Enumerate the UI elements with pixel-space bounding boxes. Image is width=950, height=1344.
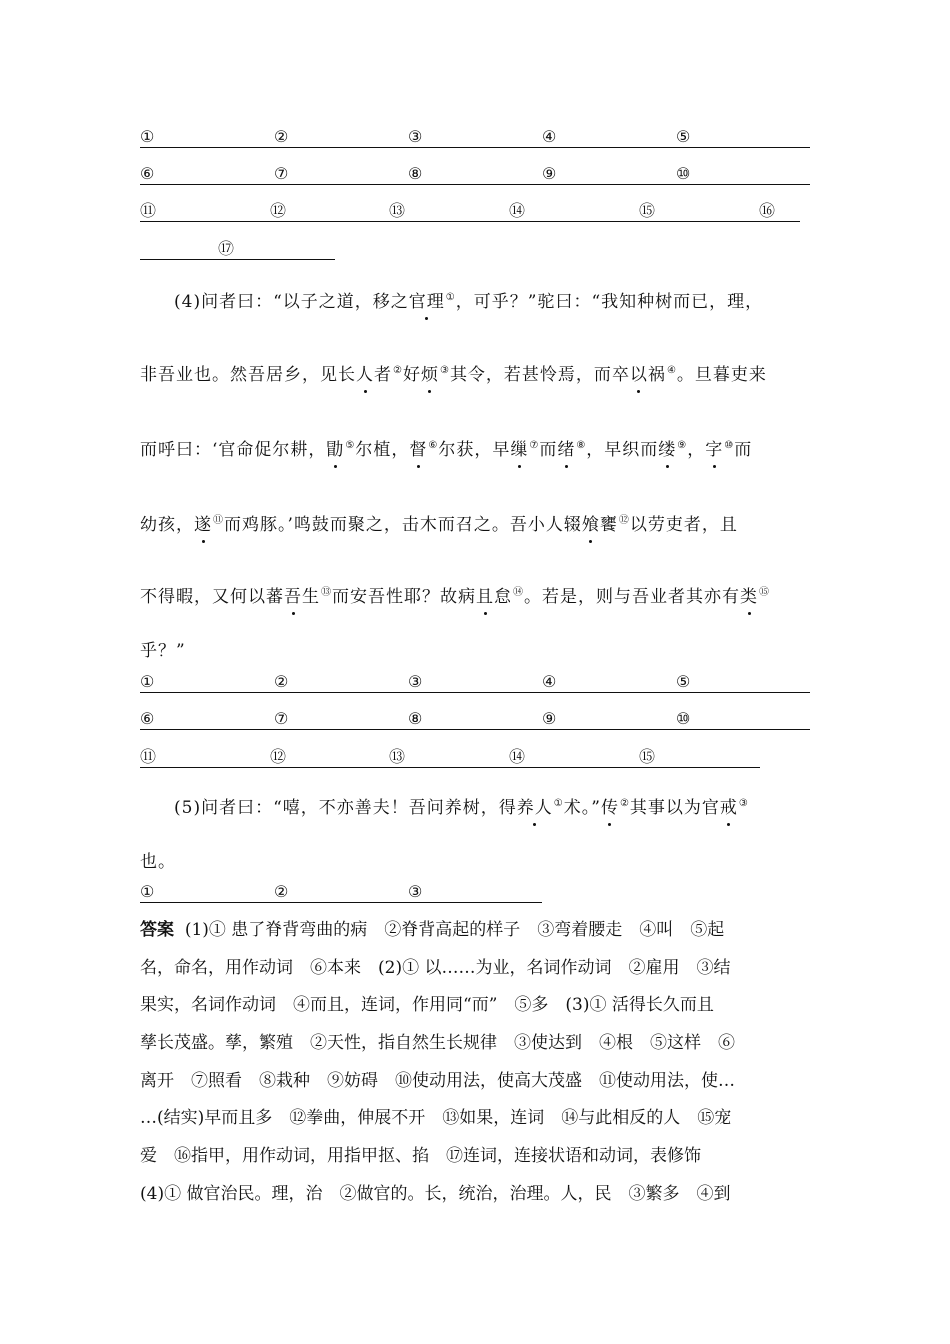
footnote-marker: ⑤ xyxy=(345,440,355,451)
emphasized-word: 缫 xyxy=(510,440,529,460)
blank-number: ③ xyxy=(408,672,423,691)
blank-number: ⑦ xyxy=(274,709,289,728)
blank-number: ⑭ xyxy=(509,747,526,766)
passage-line: (5)问者曰：“嘻，不亦善夫！吾问养树，得养人①术。”传②其事以为官戒③ xyxy=(174,798,748,818)
emphasized-word: 病且怠 xyxy=(458,587,512,607)
blank-number: ④ xyxy=(542,672,557,691)
answer-line: 名，命名，用作动词 ⑥本来 (2)① 以……为业，名词作动词 ②雇用 ③结 xyxy=(140,957,731,978)
footnote-marker: ⑫ xyxy=(618,515,629,526)
emphasized-word: 官理 xyxy=(408,292,445,312)
emphasized-word: 督 xyxy=(409,440,428,460)
answer-line: 答案 (1)① 患了脊背弯曲的病 ②脊背高起的样子 ③弯着腰走 ④叫 ⑤起 xyxy=(140,920,725,940)
answer-line: 孳长茂盛。孳，繁殖 ②天性，指自然生长规律 ③使达到 ④根 ⑤这样 ⑥ xyxy=(140,1033,735,1054)
footnote-marker: ⑥ xyxy=(428,440,438,451)
answer-blank-row[interactable] xyxy=(140,232,335,260)
blank-number: ⑧ xyxy=(408,709,423,728)
answer-blank-row[interactable] xyxy=(140,740,760,768)
emphasized-word: 辍飧饔 xyxy=(563,515,618,535)
blank-number: ⑦ xyxy=(274,164,289,183)
footnote-marker: ⑬ xyxy=(321,587,331,598)
footnote-marker: ⑪ xyxy=(213,515,223,526)
blank-number: ⑬ xyxy=(389,747,406,766)
blank-number: ⑥ xyxy=(140,709,155,728)
answer-line: 爱 ⑯指甲，用作动词，用指甲抠、掐 ⑰连词，连接状语和动词，表修饰 xyxy=(140,1146,701,1167)
emphasized-word: 绪 xyxy=(557,440,576,460)
answer-line: 果实，名词作动词 ④而且，连词，作用同“而” ⑤多 (3)① 活得长久而且 xyxy=(140,995,714,1016)
blank-number: ⑩ xyxy=(676,709,691,728)
emphasized-word: 遂 xyxy=(194,515,212,535)
footnote-marker: ⑧ xyxy=(576,440,586,451)
emphasized-word: 传 xyxy=(600,798,619,818)
blank-number: ⑨ xyxy=(542,709,557,728)
blank-number: ⑤ xyxy=(676,672,691,691)
blank-number: ② xyxy=(274,127,289,146)
passage-line: 乎？” xyxy=(140,641,186,661)
emphasized-word: 烦 xyxy=(420,365,439,385)
blank-number: ⑮ xyxy=(639,201,656,220)
passage-line: (4)问者曰：“以子之道，移之官理①，可乎？”驼曰：“我知种树而已，理， xyxy=(174,292,764,312)
emphasized-word: 缕 xyxy=(658,440,677,460)
blank-number: ④ xyxy=(542,127,557,146)
passage-line: 非吾业也。然吾居乡，见长人者②好烦③其令，若甚怜焉，而卒以祸④。旦暮吏来 xyxy=(140,365,767,385)
blank-number: ① xyxy=(140,672,155,691)
blank-number: ① xyxy=(140,127,155,146)
blank-number: ⑩ xyxy=(676,164,691,183)
blank-number: ⑤ xyxy=(676,127,691,146)
emphasized-word: 蕃吾生 xyxy=(266,587,320,607)
blank-number: ⑪ xyxy=(140,201,157,220)
blank-number: ⑫ xyxy=(270,747,287,766)
blank-number: ① xyxy=(140,882,155,901)
answer-line: (4)① 做官治民。理，治 ②做官的。长，统治，治理。人，民 ③繁多 ④到 xyxy=(140,1183,731,1204)
footnote-marker: ② xyxy=(619,798,629,809)
answer-blank-row[interactable] xyxy=(140,702,810,730)
passage-line: 而呼曰：‘官命促尔耕，勖⑤尔植，督⑥尔获，早缫⑦而绪⑧，早织而缕⑨，字⑩而 xyxy=(140,440,753,460)
passage-line: 幼孩，遂⑪而鸡豚。’鸣鼓而聚之，击木而召之。吾小人辍飧饔⑫以劳吏者，且 xyxy=(140,515,738,535)
answer-label: 答案 xyxy=(140,920,174,940)
blank-number: ⑰ xyxy=(218,239,235,258)
blank-number: ⑭ xyxy=(509,201,526,220)
blank-number: ② xyxy=(274,882,289,901)
emphasized-word: 长人者 xyxy=(338,365,392,385)
footnote-marker: ⑮ xyxy=(759,587,769,598)
emphasized-word: 字 xyxy=(705,440,724,460)
answer-blank-row[interactable] xyxy=(140,157,810,185)
blank-number: ② xyxy=(274,672,289,691)
blank-number: ⑫ xyxy=(270,201,287,220)
emphasized-word: 类 xyxy=(740,587,758,607)
answer-line: …(结实)早而且多 ⑫拳曲，伸展不开 ⑬如果，连词 ⑭与此相反的人 ⑮宠 xyxy=(140,1108,732,1129)
blank-number: ⑯ xyxy=(759,201,776,220)
passage-line: 不得暇，又何以蕃吾生⑬而安吾性耶？故病且怠⑭。若是，则与吾业者其亦有类⑮ xyxy=(140,587,769,607)
footnote-marker: ⑨ xyxy=(677,440,687,451)
answer-blank-row[interactable] xyxy=(140,194,800,222)
footnote-marker: ② xyxy=(393,365,402,376)
answer-blank-row[interactable] xyxy=(140,875,542,903)
blank-number: ⑥ xyxy=(140,164,155,183)
emphasized-word: 卒以祸 xyxy=(611,365,666,385)
footnote-marker: ⑦ xyxy=(529,440,539,451)
answer-blank-row[interactable] xyxy=(140,120,810,148)
footnote-marker: ⑩ xyxy=(724,440,734,451)
answer-line: 离开 ⑦照看 ⑧栽种 ⑨妨碍 ⑩使动用法，使高大茂盛 ⑪使动用法，使… xyxy=(140,1070,735,1091)
emphasized-word: 戒 xyxy=(719,798,738,818)
blank-number: ⑮ xyxy=(639,747,656,766)
footnote-marker: ③ xyxy=(439,365,449,376)
footnote-marker: ① xyxy=(553,798,563,809)
answer-blank-row[interactable] xyxy=(140,665,810,693)
footnote-marker: ④ xyxy=(666,365,676,376)
emphasized-word: 勖 xyxy=(326,440,345,460)
footnote-marker: ③ xyxy=(738,798,748,809)
blank-number: ⑨ xyxy=(542,164,557,183)
blank-number: ⑪ xyxy=(140,747,157,766)
footnote-marker: ① xyxy=(445,292,455,303)
passage-line: 也。 xyxy=(140,852,176,872)
blank-number: ⑧ xyxy=(408,164,423,183)
blank-number: ③ xyxy=(408,882,423,901)
emphasized-word: 养人 xyxy=(516,798,553,818)
answer-section xyxy=(140,912,812,1214)
footnote-marker: ⑭ xyxy=(513,587,523,598)
blank-number: ③ xyxy=(408,127,423,146)
blank-number: ⑬ xyxy=(389,201,406,220)
